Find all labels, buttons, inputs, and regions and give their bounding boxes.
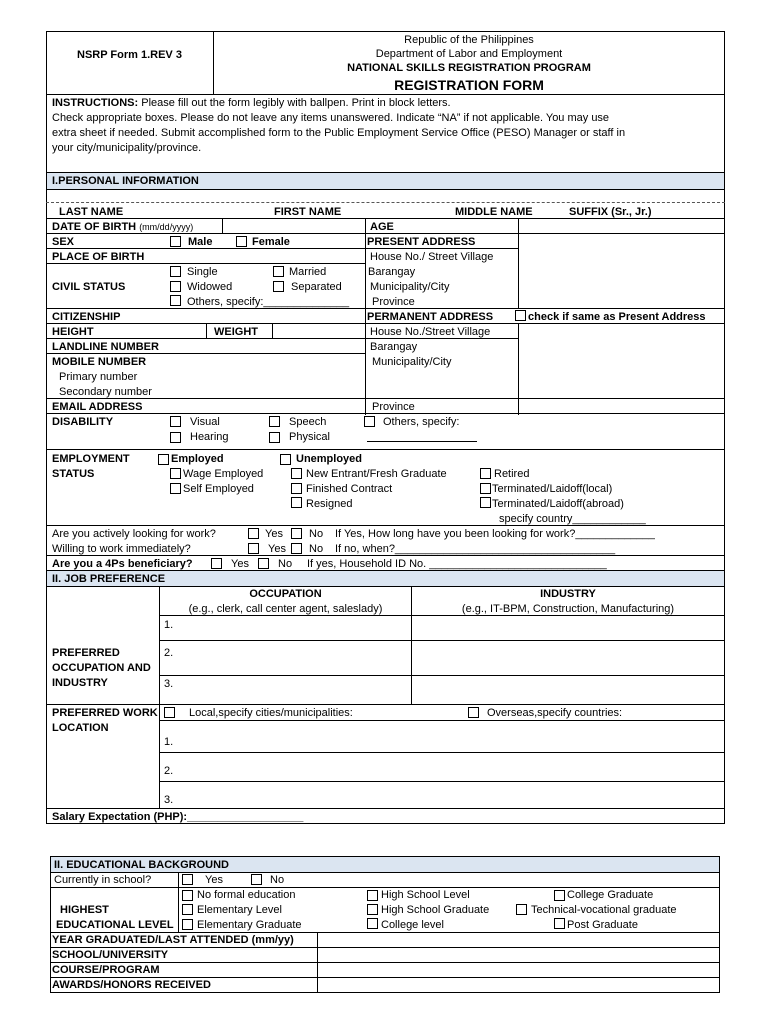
present-province-label: Province [372,296,415,308]
work-location-label-1: PREFERRED WORK [52,707,158,719]
4ps-no-label: No [278,558,293,570]
resigned-label: Resigned [306,498,353,510]
in-school-no-label: No [270,874,285,886]
middle-name-label: MIDDLE NAME [455,206,533,218]
civil-others-label: Others, specify:______________ [187,296,350,308]
willing-followup: If no, when?____________________________________ [335,543,616,555]
job-preference-heading: II. JOB PREFERENCE [52,573,166,585]
permanent-municipality-label: Municipality/City [372,356,452,368]
separated-checkbox[interactable] [273,281,284,292]
work-location-label-2: LOCATION [52,722,109,734]
single-checkbox[interactable] [170,266,181,277]
instructions-line-2: Check appropriate boxes. Please do not leave any items unanswered. Indicate “NA” if not applicable. You may use [52,112,610,124]
widowed-checkbox[interactable] [170,281,181,292]
instructions-line-1 [52,97,451,110]
no-formal-label: No formal education [197,889,296,901]
age-label: AGE [370,221,394,233]
separated-label: Separated [291,281,342,293]
willing-yes-checkbox[interactable] [248,543,259,554]
occupation-example: (e.g., clerk, call center agent, saleslady) [188,603,383,615]
disability-others-checkbox[interactable] [364,416,375,427]
instructions-label: INSTRUCTIONS: [52,97,139,109]
self-employed-label: Self Employed [183,483,254,495]
post-grad-label: Post Graduate [567,919,638,931]
location-row-3: 3. [164,794,174,806]
resigned-checkbox[interactable] [291,497,302,508]
physical-label: Physical [289,431,330,443]
same-as-present-checkbox[interactable] [515,310,526,321]
married-checkbox[interactable] [273,266,284,277]
civil-others-checkbox[interactable] [170,295,181,306]
pref-row-2: 2. [164,647,174,659]
pref-label-2: OCCUPATION AND [52,662,151,674]
overseas-location-label: Overseas,specify countries: [487,707,623,719]
retired-label: Retired [494,468,530,480]
terminated-local-checkbox[interactable] [480,483,491,494]
present-barangay-label: Barangay [368,266,416,278]
education-heading: II. EDUCATIONAL BACKGROUND [54,859,229,871]
employed-checkbox[interactable] [158,454,169,465]
willing-no-label: No [309,543,324,555]
secondary-number-label: Secondary number [59,386,152,398]
4ps-yes-label: Yes [231,558,249,570]
willing-question: Willing to work immediately? [52,543,191,555]
hs-grad-checkbox[interactable] [367,904,378,915]
personal-info-heading: I.PERSONAL INFORMATION [52,175,199,187]
hs-grad-label: High School Graduate [381,904,490,916]
disability-label: DISABILITY [52,416,114,428]
present-municipality-label: Municipality/City [370,281,450,293]
4ps-question: Are you a 4Ps beneficiary? [52,558,193,570]
terminated-abroad-checkbox[interactable] [480,497,491,508]
primary-number-label: Primary number [59,371,138,383]
widowed-label: Widowed [187,281,233,293]
first-name-label: FIRST NAME [274,206,342,218]
industry-example: (e.g., IT-BPM, Construction, Manufacturing) [461,603,675,615]
employed-label: Employed [171,453,224,465]
college-grad-checkbox[interactable] [554,890,565,901]
instructions-text-1: Please fill out the form legibly with ballpen. Print in block letters. [141,97,451,109]
new-entrant-label: New Entrant/Fresh Graduate [306,468,447,480]
4ps-yes-checkbox[interactable] [211,558,222,569]
4ps-no-checkbox[interactable] [258,558,269,569]
new-entrant-checkbox[interactable] [291,468,302,479]
tech-voc-label: Technical-vocational graduate [531,904,677,916]
wage-employed-checkbox[interactable] [170,468,181,479]
permanent-address-label: PERMANENT ADDRESS [367,311,494,323]
married-label: Married [289,266,327,278]
local-location-checkbox[interactable] [164,707,175,718]
self-employed-checkbox[interactable] [170,483,181,494]
willing-no-checkbox[interactable] [291,543,302,554]
elem-grad-checkbox[interactable] [182,919,193,930]
present-house-label: House No./ Street Village [370,251,494,263]
in-school-question: Currently in school? [54,874,152,886]
college-level-label: College level [381,919,444,931]
permanent-province-label: Province [372,401,415,413]
elem-level-label: Elementary Level [197,904,282,916]
permanent-house-label: House No./Street Village [370,326,491,338]
civil-status-label: CIVIL STATUS [52,281,126,293]
female-label: Female [252,236,290,248]
program-label: NATIONAL SKILLS REGISTRATION PROGRAM [347,62,591,74]
wage-employed-label: Wage Employed [183,468,264,480]
male-label: Male [188,236,213,248]
hs-level-label: High School Level [381,889,470,901]
pref-row-1: 1. [164,619,174,631]
employment-status-label-1: EMPLOYMENT [52,453,130,465]
last-name-label: LAST NAME [59,206,124,218]
pref-label-3: INDUSTRY [52,677,108,689]
height-label: HEIGHT [52,326,94,338]
looking-yes-checkbox[interactable] [248,528,259,539]
looking-for-work-question: Are you actively looking for work? [52,528,216,540]
4ps-followup: If yes, Household ID No. _____________________________ [307,558,607,570]
college-level-checkbox[interactable] [367,918,378,929]
looking-no-label: No [309,528,324,540]
post-grad-checkbox[interactable] [554,918,565,929]
permanent-barangay-label: Barangay [370,341,418,353]
finished-contract-checkbox[interactable] [291,483,302,494]
hs-level-checkbox[interactable] [367,890,378,901]
course-label: COURSE/PROGRAM [52,964,160,976]
year-graduated-label: YEAR GRADUATED/LAST ATTENDED (mm/yy) [52,934,294,946]
instructions-line-3: extra sheet if needed. Submit accomplished form to the Public Employment Service Office (PESO) Manager or staff in [52,127,626,139]
present-address-label: PRESENT ADDRESS [367,236,476,248]
hearing-checkbox[interactable] [170,432,181,443]
speech-checkbox[interactable] [269,416,280,427]
elem-grad-label: Elementary Graduate [197,919,302,931]
disability-others-label: Others, specify: [383,416,460,428]
educational-level-label: EDUCATIONAL LEVEL [56,919,174,931]
sex-label: SEX [52,236,75,248]
same-as-present-label: check if same as Present Address [528,311,706,323]
place-of-birth-label: PLACE OF BIRTH [52,251,145,263]
highest-label: HIGHEST [60,904,109,916]
looking-no-checkbox[interactable] [291,528,302,539]
email-label: EMAIL ADDRESS [52,401,143,413]
pref-row-3: 3. [164,678,174,690]
awards-label: AWARDS/HONORS RECEIVED [52,979,211,991]
specify-country-label: specify country____________ [499,513,646,525]
republic-label: Republic of the Philippines [404,34,534,46]
pref-label-1: PREFERRED [52,647,120,659]
instructions-line-4: your city/municipality/province. [52,142,202,154]
occupation-header: OCCUPATION [249,588,322,600]
unemployed-checkbox[interactable] [280,454,291,465]
location-row-1: 1. [164,736,174,748]
college-grad-label: College Graduate [567,889,654,901]
salary-expectation-label: Salary Expectation (PHP):___________________ [52,811,304,823]
female-checkbox[interactable] [236,236,247,247]
visual-checkbox[interactable] [170,416,181,427]
industry-header: INDUSTRY [540,588,596,600]
suffix-label: SUFFIX (Sr., Jr.) [569,206,652,218]
unemployed-label: Unemployed [296,453,363,465]
elem-level-checkbox[interactable] [182,904,193,915]
local-location-label: Local,specify cities/municipalities: [189,707,353,719]
retired-checkbox[interactable] [480,468,491,479]
employment-status-label-2: STATUS [52,468,95,480]
dob-label: DATE OF BIRTH (mm/dd/yyyy) [52,221,194,233]
visual-label: Visual [190,416,220,428]
in-school-yes-checkbox[interactable] [182,874,193,885]
department-label: Department of Labor and Employment [375,48,563,60]
form-title: REGISTRATION FORM [394,77,544,93]
physical-checkbox[interactable] [269,432,280,443]
looking-yes-label: Yes [265,528,283,540]
looking-followup: If Yes, How long have you been looking for work?_____________ [335,528,655,540]
school-label: SCHOOL/UNIVERSITY [52,949,169,961]
male-checkbox[interactable] [170,236,181,247]
tech-voc-checkbox[interactable] [516,904,527,915]
location-row-2: 2. [164,765,174,777]
speech-label: Speech [289,416,327,428]
hearing-label: Hearing [190,431,229,443]
single-label: Single [187,266,218,278]
form-number: NSRP Form 1.REV 3 [77,49,182,61]
terminated-abroad-label: Terminated/Laidoff(abroad) [492,498,624,510]
overseas-location-checkbox[interactable] [468,707,479,718]
no-formal-checkbox[interactable] [182,890,193,901]
in-school-no-checkbox[interactable] [251,874,262,885]
terminated-local-label: Terminated/Laidoff(local) [492,483,613,495]
willing-yes-label: Yes [268,543,286,555]
finished-contract-label: Finished Contract [306,483,393,495]
mobile-label: MOBILE NUMBER [52,356,147,368]
citizenship-label: CITIZENSHIP [52,311,121,323]
weight-label: WEIGHT [214,326,258,338]
landline-label: LANDLINE NUMBER [52,341,159,353]
in-school-yes-label: Yes [205,874,223,886]
